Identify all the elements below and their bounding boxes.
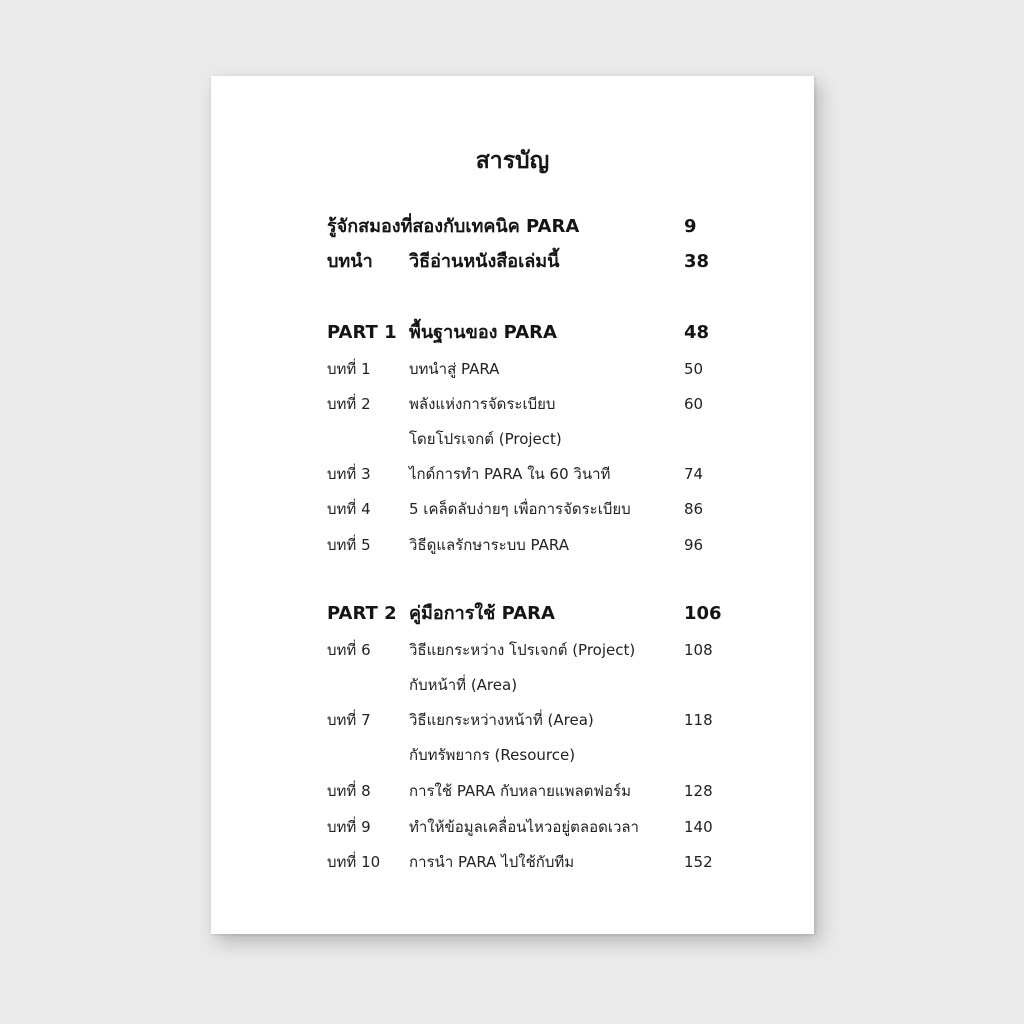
book-page (211, 76, 814, 934)
chapter-title: 5 เคล็ดลับง่ายๆ เพื่อการจัดระเบียบ (409, 500, 631, 518)
chapter-page: 60 (684, 395, 704, 413)
chapter-page: 140 (684, 818, 713, 836)
chapter-title: วิธีแยกระหว่าง โปรเจกต์ (Project) (409, 641, 636, 659)
chapter-title-continued: กับหน้าที่ (Area) (409, 676, 518, 694)
chapter-label: บทที่ 3 (327, 465, 371, 483)
chapter-label: บทที่ 10 (327, 853, 381, 871)
chapter-title: ทำให้ข้อมูลเคลื่อนไหวอยู่ตลอดเวลา (409, 818, 639, 836)
chapter-label: บทที่ 9 (327, 818, 371, 836)
chapter-page: 118 (684, 711, 713, 729)
chapter-label: บทที่ 5 (327, 536, 371, 554)
part-label: PART 2 (327, 603, 397, 624)
chapter-title-continued: กับทรัพยากร (Resource) (409, 746, 576, 764)
chapter-page: 86 (684, 500, 704, 518)
chapter-label: บทที่ 8 (327, 782, 371, 800)
chapter-page: 108 (684, 641, 713, 659)
chapter-title: พลังแห่งการจัดระเบียบ (409, 395, 556, 413)
chapter-label: บทที่ 2 (327, 395, 371, 413)
chapter-title: การนำ PARA ไปใช้กับทีม (409, 853, 575, 871)
chapter-title: วิธีแยกระหว่างหน้าที่ (Area) (409, 711, 594, 729)
entry-text: วิธีอ่านหนังสือเล่มนี้ (409, 251, 560, 272)
chapter-page: 96 (684, 536, 704, 554)
chapter-entry-6 (211, 637, 814, 707)
part-title: คู่มือการใช้ PARA (409, 603, 555, 624)
chapter-title: วิธีดูแลรักษาระบบ PARA (409, 536, 569, 554)
toc-title: สารบัญ (475, 148, 550, 174)
part-page: 106 (684, 603, 722, 624)
part-title: พื้นฐานของ PARA (409, 322, 557, 343)
entry-label: บทนำ (327, 251, 373, 272)
chapter-title: การใช้ PARA กับหลายแพลตฟอร์ม (409, 782, 631, 800)
part-page: 48 (684, 322, 710, 343)
chapter-page: 50 (684, 360, 704, 378)
chapter-label: บทที่ 7 (327, 711, 371, 729)
entry-text: รู้จักสมองที่สองกับเทคนิค PARA (327, 216, 580, 237)
chapter-title-continued: โดยโปรเจกต์ (Project) (409, 430, 562, 448)
chapter-page: 74 (684, 465, 704, 483)
entry-page: 38 (684, 251, 710, 272)
chapter-label: บทที่ 4 (327, 500, 371, 518)
chapter-entry-2 (211, 391, 814, 461)
chapter-label: บทที่ 6 (327, 641, 371, 659)
chapter-title: ไกด์การทำ PARA ใน 60 วินาที (409, 465, 611, 483)
chapter-entry-7 (211, 707, 814, 777)
chapter-page: 128 (684, 782, 713, 800)
chapter-page: 152 (684, 853, 713, 871)
entry-page: 9 (684, 216, 697, 237)
part-label: PART 1 (327, 322, 397, 343)
chapter-label: บทที่ 1 (327, 360, 371, 378)
chapter-title: บทนำสู่ PARA (409, 360, 500, 378)
